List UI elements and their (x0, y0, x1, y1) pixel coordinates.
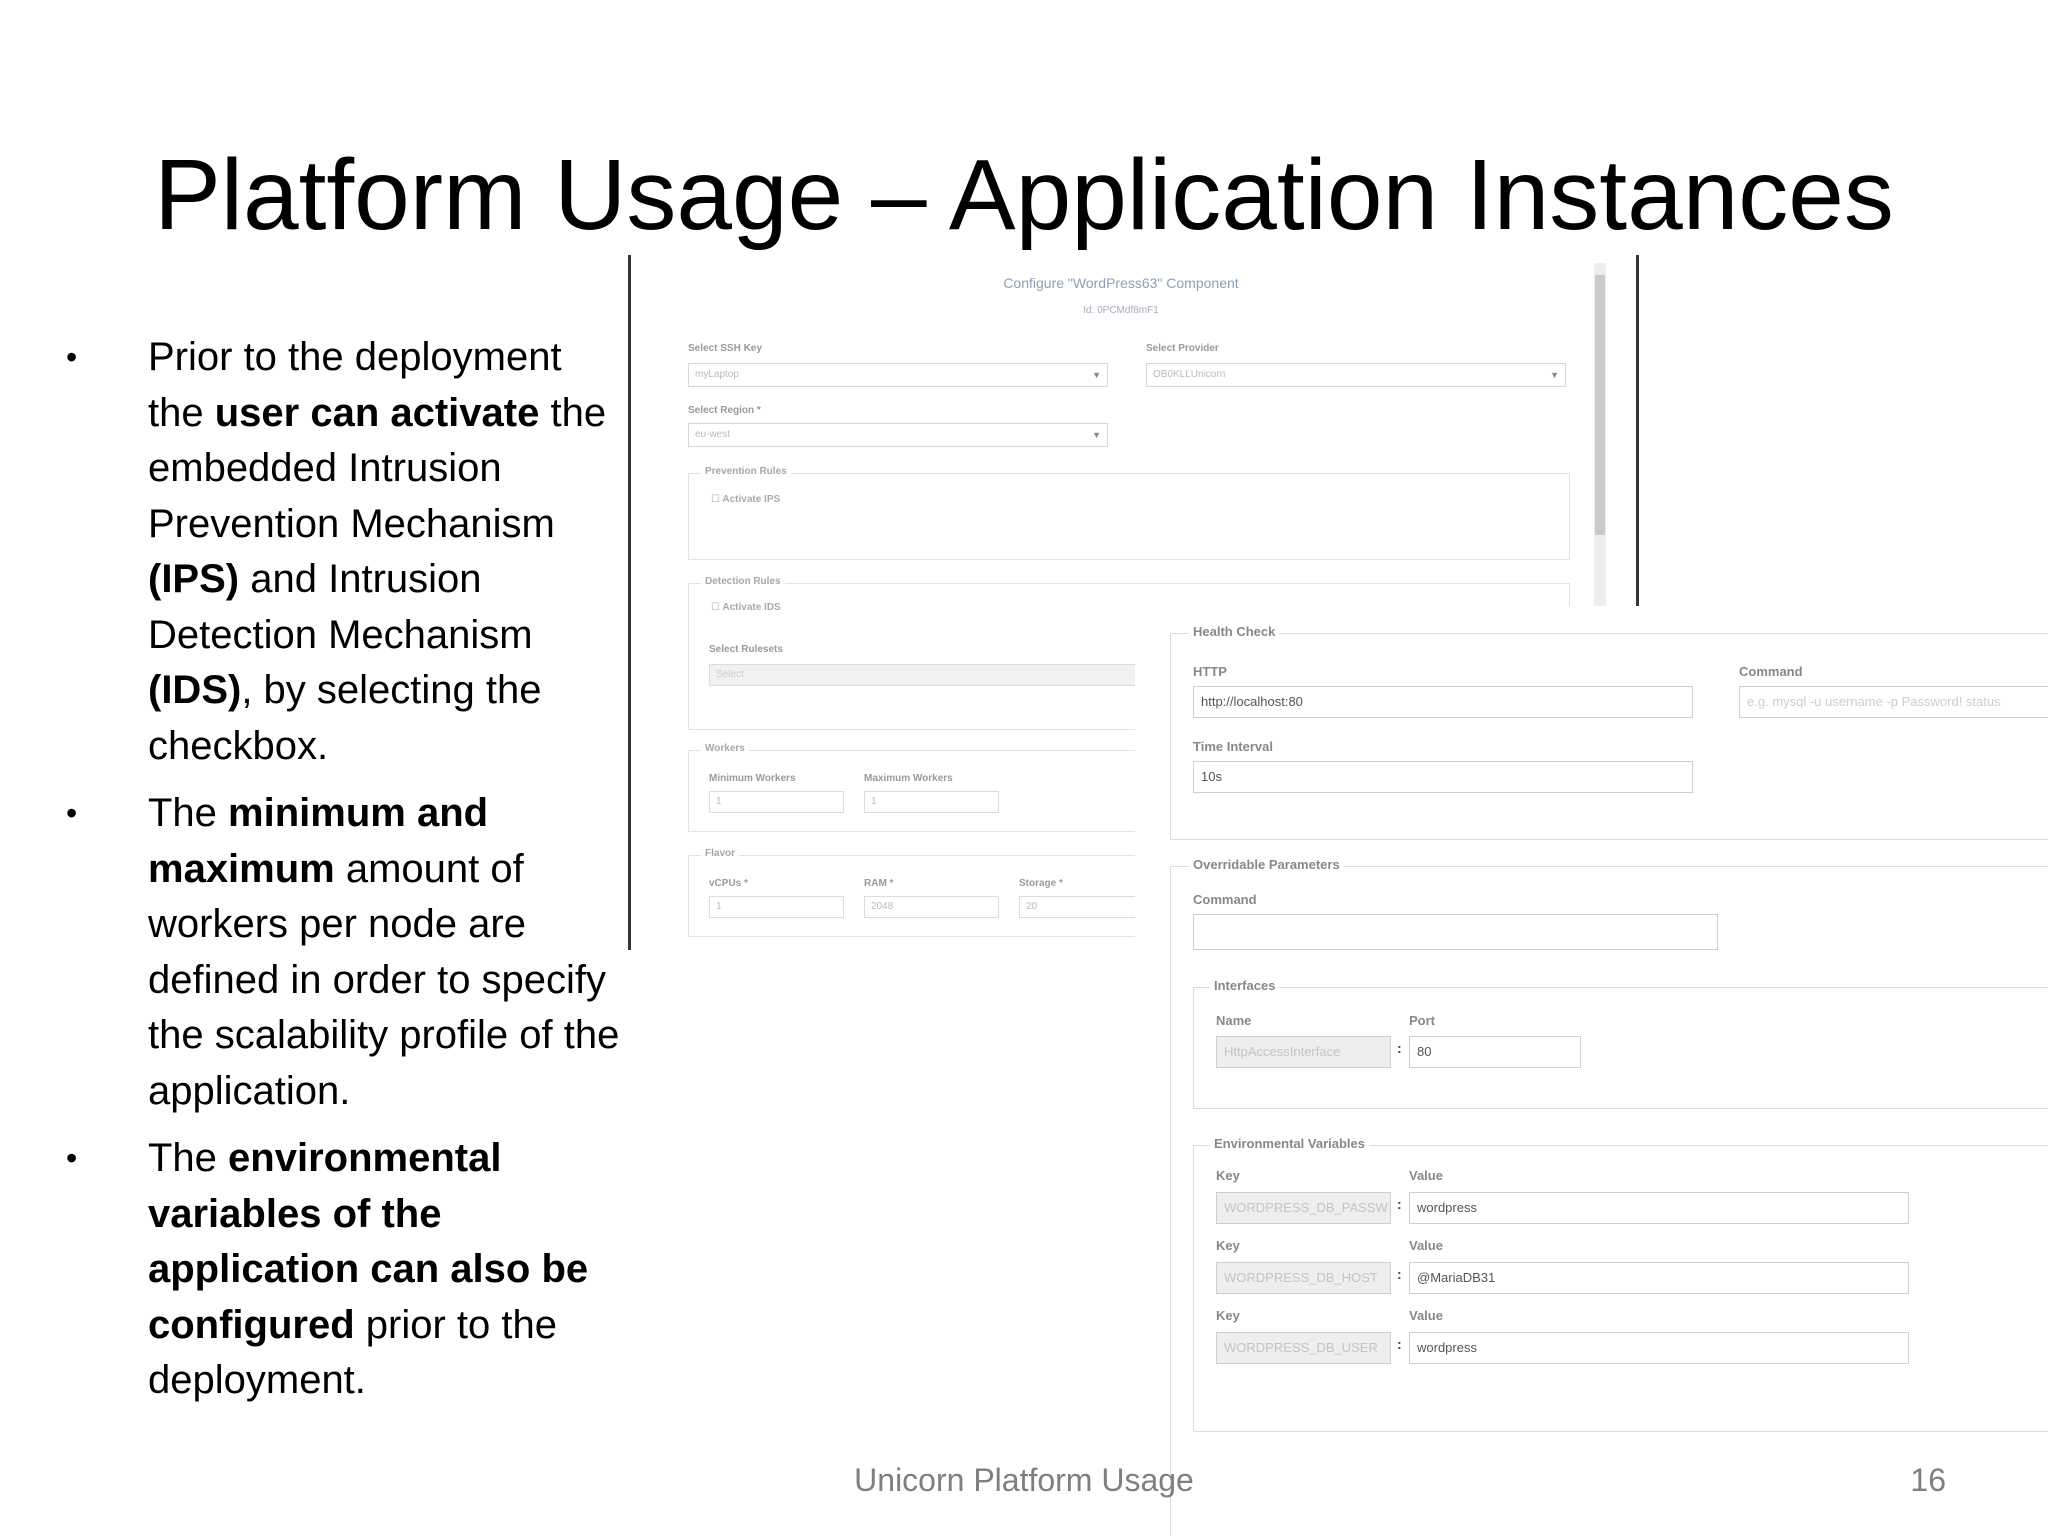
iface-port-input[interactable]: 80 (1409, 1036, 1581, 1068)
env-legend: Environmental Variables (1210, 1136, 1369, 1151)
activate-ids-label: Activate IDS (722, 602, 781, 613)
page-number: 16 (1910, 1462, 1946, 1498)
activate-ips-checkbox[interactable]: ☐ Activate IPS (711, 494, 781, 505)
provider-select[interactable] (1146, 363, 1566, 387)
bullet-text: amount of workers per node are defined in order to specify the scalability profile of the application. (148, 846, 620, 1113)
ram-input[interactable]: 2048 (864, 896, 999, 918)
ssh-key-label: Select SSH Key (688, 343, 762, 354)
scrollbar-thumb[interactable] (1595, 275, 1605, 535)
bullet-bold-text: user can activate (214, 390, 540, 435)
bullet-text: The (148, 1136, 229, 1180)
component-id: Id: 0PCMdf8mF1 (1083, 305, 1159, 316)
vcpus-input[interactable]: 1 (709, 896, 844, 918)
overridable-fieldset (1170, 857, 2048, 1536)
bullet-bold-text: (IPS) (148, 557, 240, 601)
bullet-dot: • (66, 339, 78, 375)
max-workers-label: Maximum Workers (864, 773, 953, 784)
separator-icon: : (1397, 1336, 1402, 1352)
slide-footer: Unicorn Platform Usage (854, 1462, 1194, 1498)
iface-name-input: HttpAccessInterface (1216, 1036, 1391, 1068)
env-key-input: WORDPRESS_DB_PASSW (1216, 1192, 1391, 1224)
separator-icon: : (1397, 1196, 1402, 1212)
rulesets-label: Select Rulesets (709, 644, 783, 655)
health-check-fieldset (1170, 624, 2048, 840)
max-workers-input[interactable]: 1 (864, 791, 999, 813)
env-key-label: Key (1216, 1168, 1240, 1183)
env-vars-fieldset (1193, 1136, 2048, 1432)
bullet-bold-text: (IDS) (148, 668, 242, 712)
env-key-input: WORDPRESS_DB_USER (1216, 1332, 1391, 1364)
ssh-key-select[interactable] (688, 363, 1108, 387)
bullet-text: The (148, 791, 229, 835)
interval-label: Time Interval (1193, 739, 1273, 754)
chevron-down-icon: ▼ (1092, 370, 1101, 380)
override-command-input[interactable] (1193, 914, 1718, 950)
detection-legend: Detection Rules (701, 576, 785, 587)
env-value-label: Value (1409, 1168, 1443, 1183)
http-input[interactable]: http://localhost:80 (1193, 686, 1693, 718)
bullet-item (60, 330, 620, 774)
flavor-legend: Flavor (701, 848, 739, 859)
bullet-bold-text: environmental variables of the application can also be configured (148, 1136, 589, 1347)
health-legend: Health Check (1189, 624, 1279, 639)
region-label: Select Region * (688, 405, 761, 416)
env-value-input[interactable]: wordpress (1409, 1192, 1909, 1224)
env-key-input: WORDPRESS_DB_HOST (1216, 1262, 1391, 1294)
separator-icon: : (1397, 1266, 1402, 1282)
bullet-text: Prior to the deployment the (148, 335, 562, 435)
region-value: eu-west (695, 429, 731, 440)
provider-value: OB0KLLUnicorn (1153, 369, 1226, 380)
command-label: Command (1739, 664, 1803, 679)
iface-name-label: Name (1216, 1013, 1252, 1028)
min-workers-input[interactable]: 1 (709, 791, 844, 813)
env-value-input[interactable]: wordpress (1409, 1332, 1909, 1364)
vcpus-label: vCPUs * (709, 878, 748, 889)
slide-title: Platform Usage – Application Instances (154, 139, 1894, 251)
env-value-input[interactable]: @MariaDB31 (1409, 1262, 1909, 1294)
bullet-text: and Intrusion Detection Mechanism (148, 557, 533, 657)
interval-input[interactable]: 10s (1193, 761, 1693, 793)
workers-legend: Workers (701, 743, 749, 754)
env-key-label: Key (1216, 1238, 1240, 1253)
separator-icon: : (1397, 1040, 1402, 1056)
interfaces-fieldset (1193, 978, 2048, 1109)
bullet-list (60, 330, 620, 1421)
bullet-bold-text: minimum and maximum (148, 791, 489, 891)
rulesets-select[interactable]: Select (709, 664, 1139, 686)
provider-label: Select Provider (1146, 343, 1219, 354)
ssh-key-value: myLaptop (695, 369, 739, 380)
chevron-down-icon: ▼ (1550, 370, 1559, 380)
storage-label: Storage * (1019, 878, 1063, 889)
bullet-item (60, 786, 620, 1119)
iface-port-label: Port (1409, 1013, 1435, 1028)
storage-input[interactable]: 20 (1019, 896, 1154, 918)
chevron-down-icon: ▼ (1092, 430, 1101, 440)
prevention-rules-fieldset (688, 466, 1570, 560)
activate-ips-label: Activate IPS (722, 494, 781, 505)
env-value-label: Value (1409, 1308, 1443, 1323)
bullet-text: prior to the deployment. (148, 1302, 557, 1402)
bullet-dot: • (66, 1140, 78, 1176)
env-value-label: Value (1409, 1238, 1443, 1253)
activate-ids-checkbox[interactable]: ☐ Activate IDS (711, 602, 781, 613)
prevention-legend: Prevention Rules (701, 466, 791, 477)
overridable-legend: Overridable Parameters (1189, 857, 1344, 872)
bullet-item (60, 1131, 620, 1409)
env-key-label: Key (1216, 1308, 1240, 1323)
override-command-label: Command (1193, 892, 1257, 907)
command-input[interactable]: e.g. mysql -u username -p Password! status (1739, 686, 2048, 718)
region-select[interactable] (688, 423, 1108, 447)
bullet-dot: • (66, 795, 78, 831)
health-check-screenshot (1135, 606, 2048, 1536)
interfaces-legend: Interfaces (1210, 978, 1279, 993)
bullet-text: the embedded Intrusion Prevention Mechanism (148, 390, 607, 546)
bullet-text: , by selecting the checkbox. (148, 668, 542, 768)
http-label: HTTP (1193, 664, 1227, 679)
min-workers-label: Minimum Workers (709, 773, 796, 784)
configure-header: Configure "WordPress63" Component (1003, 275, 1239, 291)
ram-label: RAM * (864, 878, 894, 889)
